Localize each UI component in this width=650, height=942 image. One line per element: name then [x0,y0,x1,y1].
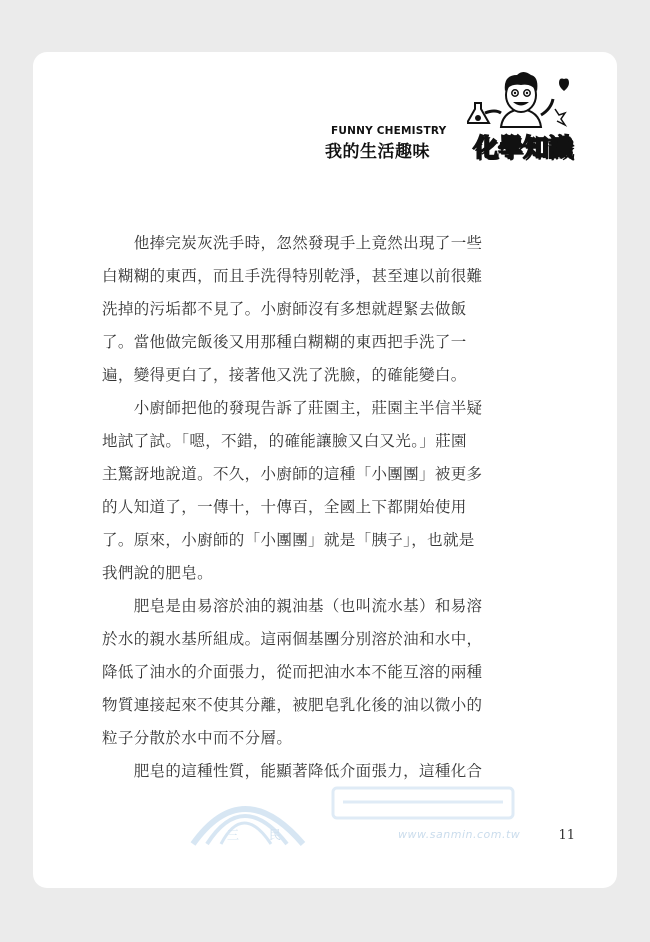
text-line: 遍，變得更白了，接著他又洗了洗臉，的確能變白。 [102,366,467,384]
text-line: 了。原來，小廚師的「小團團」就是「胰子」，也就是 [102,531,475,549]
watermark-char-left: 三 [227,828,240,842]
text-line: 了。當他做完飯後又用那種白糊糊的東西把手洗了一 [102,333,467,351]
book-page [33,52,617,888]
page-number: 11 [558,828,575,843]
text-line: 地試了試。「嗯，不錯，的確能讓臉又白又光。」莊園 [102,432,467,450]
text-line: 肥皂的這種性質，能顯著降低介面張力，這種化合 [102,762,483,780]
publisher-watermark [183,774,543,854]
text-line: 粒子分散於水中而不分層。 [102,729,293,747]
series-title-main: 化學知識 [473,133,574,162]
text-line: 物質連接起來不使其分離，被肥皂乳化後的油以微小的 [102,696,483,714]
series-title-prefix: 我的生活趣味 [325,142,430,162]
watermark-url: www.sanmin.com.tw [398,828,521,841]
series-logo [325,69,575,161]
text-line: 白糊糊的東西，而且手洗得特別乾淨，甚至連以前很難 [102,267,483,285]
watermark-char-right: 民 [269,828,282,842]
text-line: 我們說的肥皂。 [102,564,213,582]
body-text [102,227,585,788]
text-line: 於水的親水基所組成。這兩個基團分別溶於油和水中， [102,630,483,648]
text-line: 的人知道了，一傳十，十傳百，全國上下都開始使用 [102,498,467,516]
text-line: 肥皂是由易溶於油的親油基（也叫流水基）和易溶 [102,597,483,615]
text-line: 主驚訝地說道。不久，小廚師的這種「小團團」被更多 [102,465,483,483]
text-line: 洗掉的污垢都不見了。小廚師沒有多想就趕緊去做飯 [102,300,467,318]
chef-mascot-icon [467,69,577,131]
text-line: 小廚師把他的發現告訴了莊園主，莊園主半信半疑 [102,399,483,417]
series-title-english: FUNNY CHEMISTRY [331,125,447,137]
text-line: 他捧完炭灰洗手時，忽然發現手上竟然出現了一些 [102,234,483,252]
text-line: 降低了油水的介面張力，從而把油水本不能互溶的兩種 [102,663,483,681]
